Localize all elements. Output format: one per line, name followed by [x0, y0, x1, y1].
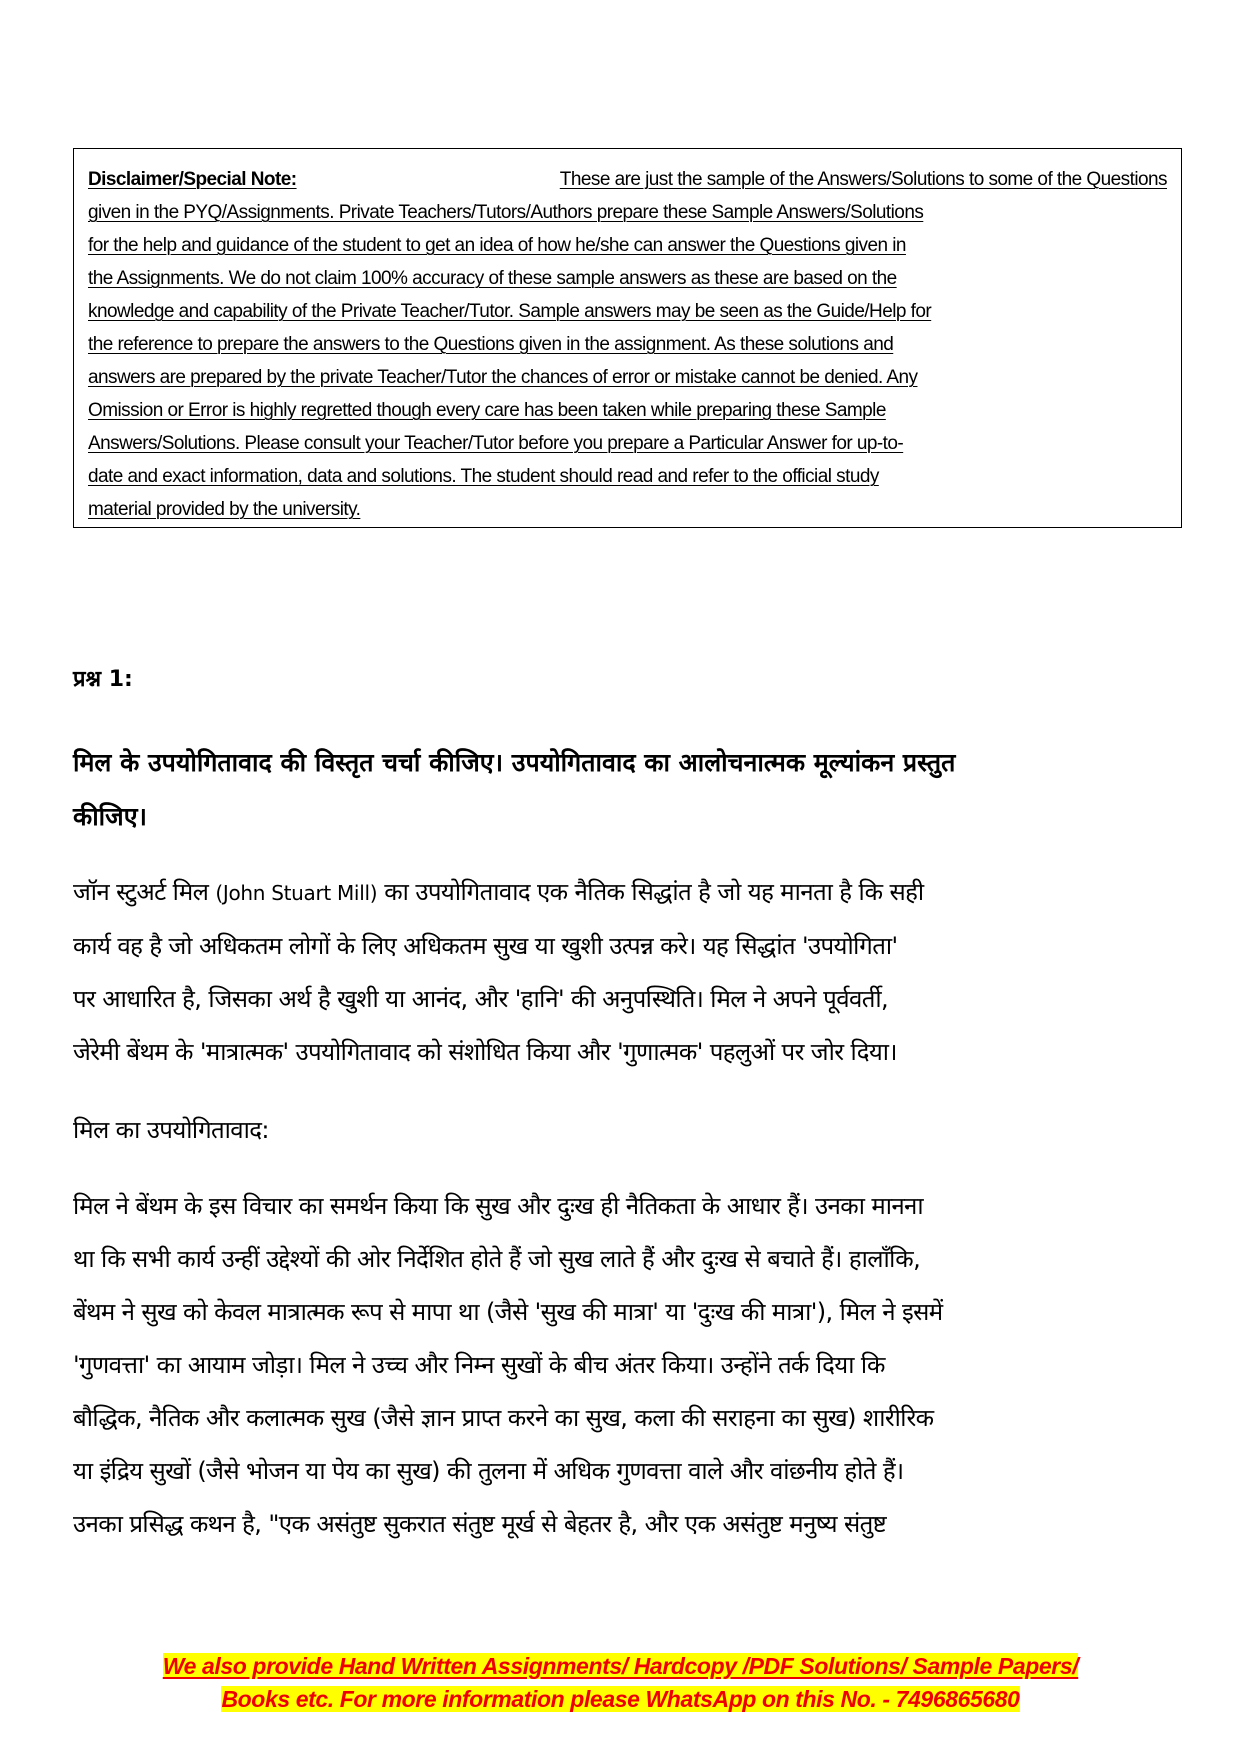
paragraph-line: या इंद्रिय सुखों (जैसे भोजन या पेय का सुख) की तुलना में अधिक गुणवत्ता वाले और वांछनीय होते हैं।: [73, 1457, 904, 1485]
paragraph-line: मिल ने बेंथम के इस विचार का समर्थन किया कि सुख और दुःख ही नैतिकता के आधार हैं। उनका मानना: [73, 1192, 923, 1220]
disclaimer-line: date and exact information, data and solutions. The student should read and refer to the official study: [88, 466, 879, 487]
question-heading-line: कीजिए।: [73, 802, 148, 831]
intro-paragraph: [73, 866, 1185, 1079]
paragraph-line: कार्य वह है जो अधिकतम लोगों के लिए अधिकतम सुख या खुशी उत्पन्न करे। यह सिद्धांत 'उपयोगिता': [73, 932, 898, 960]
paragraph-line: था कि सभी कार्य उन्हीं उद्देश्यों की ओर निर्देशित होते हैं जो सुख लाते हैं और दुःख से बचाते हैं। हालाँकि,: [73, 1245, 921, 1273]
section-subheading: मिल का उपयोगितावाद:: [73, 1116, 269, 1144]
disclaimer-text: These are just the sample of the Answers/Solutions to some of the Questions: [559, 169, 1167, 190]
disclaimer-line: Omission or Error is highly regretted though every care has been taken while preparing these Sample: [88, 400, 886, 421]
paragraph-line: [73, 866, 1185, 920]
question-heading: [73, 736, 1183, 844]
disclaimer-line: for the help and guidance of the student to get an idea of how he/she can answer the Questions given in: [88, 235, 906, 256]
disclaimer-line: Answers/Solutions. Please consult your Teacher/Tutor before you prepare a Particular Answer for up-to-: [88, 433, 904, 454]
disclaimer-line: [88, 163, 1167, 196]
footer-promo-line: We also provide Hand Written Assignments/ Hardcopy /PDF Solutions/ Sample Papers/: [162, 1653, 1079, 1679]
english-name: (John Stuart Mill): [215, 881, 378, 905]
paragraph-line: बेंथम ने सुख को केवल मात्रात्मक रूप से मापा था (जैसे 'सुख की मात्रा' या 'दुःख की मात्रा'), मिल ने इसमें: [73, 1298, 943, 1326]
disclaimer-label: Disclaimer/Special Note:: [88, 169, 297, 190]
paragraph-line: बौद्धिक, नैतिक और कलात्मक सुख (जैसे ज्ञान प्राप्त करने का सुख, कला की सराहना का सुख) शारीरिक: [73, 1404, 934, 1432]
disclaimer-box: [73, 148, 1182, 528]
disclaimer-line: knowledge and capability of the Private Teacher/Tutor. Sample answers may be seen as the Guide/Help for: [88, 301, 932, 322]
footer-promo: [0, 1650, 1241, 1716]
paragraph-line: जेरेमी बेंथम के 'मात्रात्मक' उपयोगितावाद को संशोधित किया और 'गुणात्मक' पहलुओं पर जोर दिया।: [73, 1038, 897, 1066]
question-heading-line: मिल के उपयोगितावाद की विस्तृत चर्चा कीजिए। उपयोगितावाद का आलोचनात्मक मूल्यांकन प्रस्तुत: [73, 748, 956, 777]
paragraph-text: जॉन स्टुअर्ट मिल: [73, 878, 216, 906]
disclaimer-line: given in the PYQ/Assignments. Private Teachers/Tutors/Authors prepare these Sample Answers/Solutions: [88, 202, 924, 223]
disclaimer-line: the reference to prepare the answers to the Questions given in the assignment. As these solutions and: [88, 334, 894, 355]
disclaimer-line: the Assignments. We do not claim 100% accuracy of these sample answers as these are based on the: [88, 268, 897, 289]
paragraph-line: 'गुणवत्ता' का आयाम जोड़ा। मिल ने उच्च और निम्न सुखों के बीच अंतर किया। उन्होंने तर्क दिया कि: [73, 1351, 885, 1379]
disclaimer-line: material provided by the university.: [88, 499, 361, 520]
paragraph-text: का उपयोगितावाद एक नैतिक सिद्धांत है जो यह मानता है कि सही: [377, 878, 924, 906]
question-label: प्रश्न 1:: [73, 667, 133, 692]
paragraph-line: पर आधारित है, जिसका अर्थ है खुशी या आनंद, और 'हानि' की अनुपस्थिति। मिल ने अपने पूर्ववर्ती,: [73, 985, 889, 1013]
paragraph-line: उनका प्रसिद्ध कथन है, "एक असंतुष्ट सुकरात संतुष्ट मूर्ख से बेहतर है, और एक असंतुष्ट मनुष्य संतुष्ट: [73, 1510, 887, 1538]
disclaimer-line: answers are prepared by the private Teacher/Tutor the chances of error or mistake cannot be denied. Any: [88, 367, 918, 388]
body-paragraph: [73, 1180, 1185, 1551]
footer-contact-line: Books etc. For more information please WhatsApp on this No. - 7496865680: [221, 1686, 1020, 1712]
